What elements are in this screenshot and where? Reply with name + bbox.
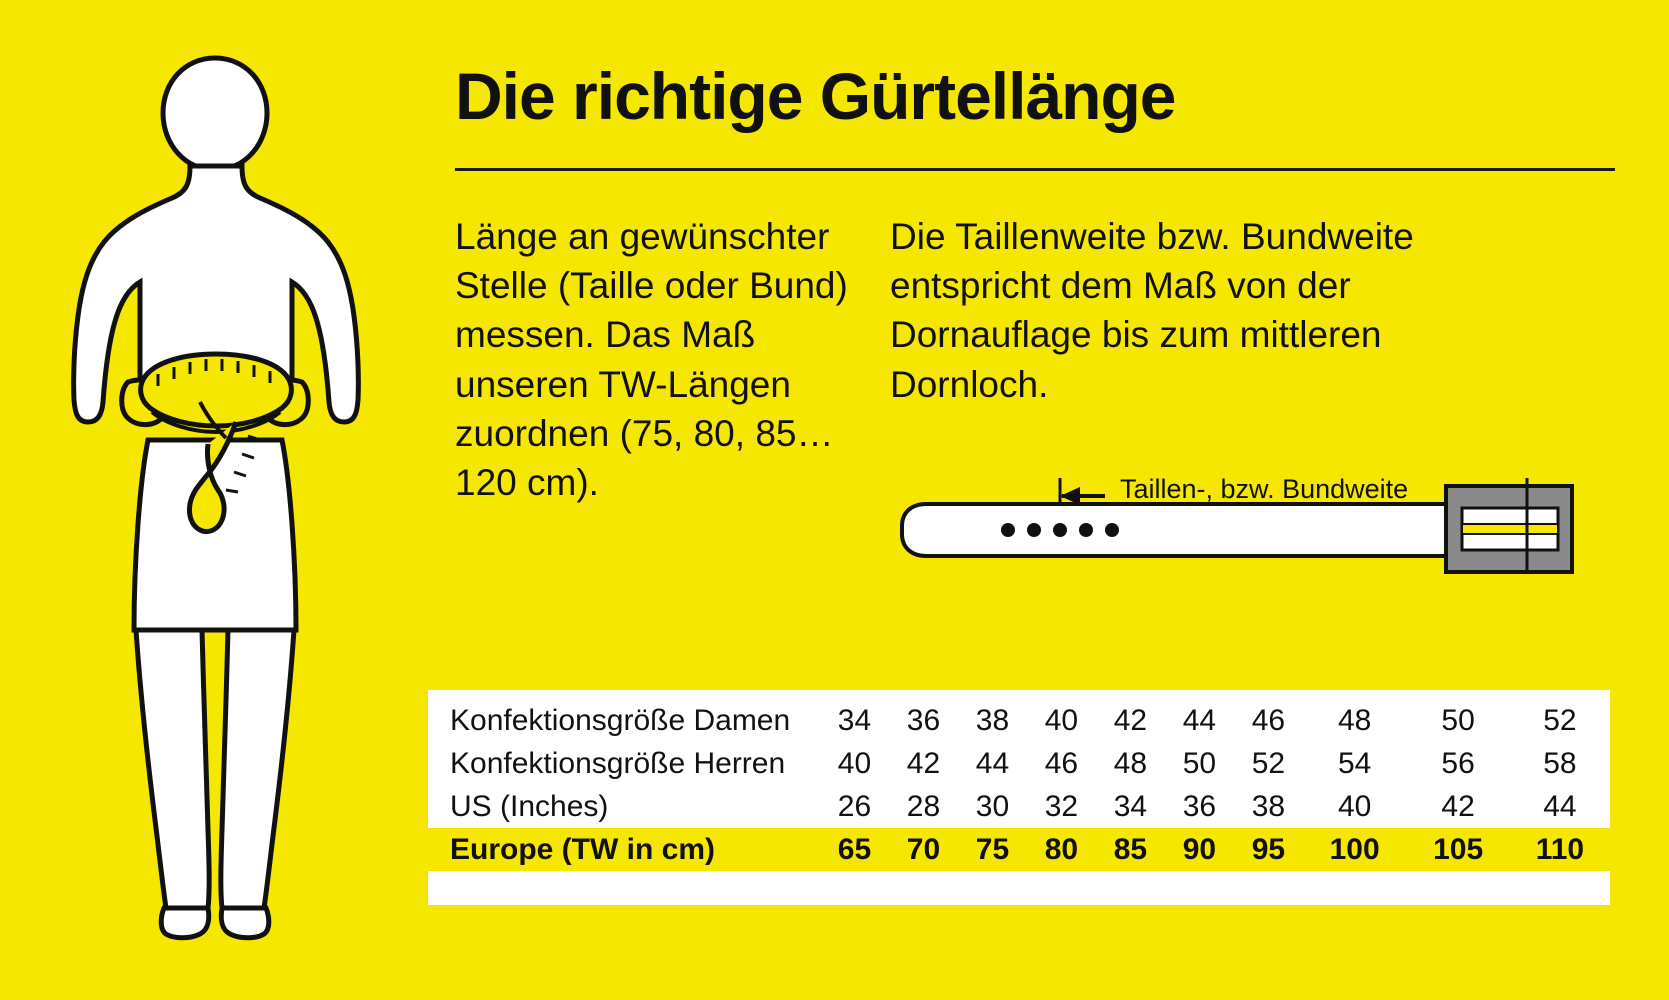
cell: 46 [1251, 704, 1286, 737]
cell: 42 [1441, 790, 1475, 823]
cell: 38 [975, 704, 1010, 737]
table-row-highlighted [428, 828, 1610, 871]
cell: 44 [975, 747, 1010, 780]
cell: 42 [906, 747, 941, 780]
cell: 75 [975, 833, 1010, 866]
cell: 105 [1433, 833, 1484, 866]
size-table-container [428, 690, 1610, 905]
cell: 42 [1113, 704, 1148, 737]
instruction-text-right: Die Taillenweite bzw. Bundweite entspricht dem Maß von der Dornauflage bis zum mittleren Dornloch. [890, 216, 1414, 405]
cell: 85 [1113, 833, 1148, 866]
body-figure-illustration [40, 30, 390, 960]
cell: 52 [1543, 704, 1577, 737]
cell: 28 [906, 790, 941, 823]
cell: 40 [1337, 790, 1372, 823]
cell: 32 [1044, 790, 1079, 823]
table-row [428, 690, 1610, 742]
cell: 44 [1543, 790, 1577, 823]
cell: 58 [1543, 747, 1577, 780]
cell: 90 [1182, 833, 1217, 866]
cell: 36 [1182, 790, 1217, 823]
size-table [428, 690, 1610, 871]
cell: 54 [1337, 747, 1372, 780]
belt-measure-label: Taillen-, bzw. Bundweite [1120, 474, 1409, 504]
size-table-body [428, 690, 1610, 871]
title-divider [455, 168, 1615, 171]
cell: 70 [906, 833, 941, 866]
row-label: US (Inches) [450, 790, 609, 823]
cell: 34 [1113, 790, 1148, 823]
cell: 40 [837, 747, 872, 780]
cell: 110 [1535, 833, 1585, 866]
table-row [428, 785, 1610, 828]
cell: 50 [1441, 704, 1475, 737]
cell: 65 [837, 833, 872, 866]
row-label: Europe (TW in cm) [450, 833, 715, 866]
cell: 50 [1182, 747, 1217, 780]
belt-diagram [890, 468, 1590, 598]
cell: 56 [1441, 747, 1475, 780]
page-title: Die richtige Gürtellänge [455, 59, 1176, 133]
row-label: Konfektionsgröße Herren [450, 747, 786, 780]
cell: 48 [1113, 747, 1148, 780]
row-label: Konfektionsgröße Damen [450, 704, 791, 737]
buckle-prong [1462, 524, 1558, 534]
table-row [428, 742, 1610, 785]
cell: 44 [1182, 704, 1217, 737]
cell: 26 [837, 790, 872, 823]
cell: 46 [1044, 747, 1079, 780]
cell: 95 [1251, 833, 1286, 866]
cell: 48 [1337, 704, 1372, 737]
cell: 38 [1251, 790, 1286, 823]
belt-strap [902, 504, 1446, 556]
cell: 52 [1251, 747, 1286, 780]
cell: 36 [906, 704, 941, 737]
cell: 100 [1329, 833, 1380, 866]
cell: 34 [837, 704, 872, 737]
cell: 80 [1044, 833, 1079, 866]
cell: 30 [975, 790, 1010, 823]
cell: 40 [1044, 704, 1079, 737]
instruction-text-left: Länge an gewünschter Stelle (Taille oder Bund) messen. Das Maß unseren TW-Längen zuordnen (75, 80, 85…120 cm). [455, 216, 848, 504]
